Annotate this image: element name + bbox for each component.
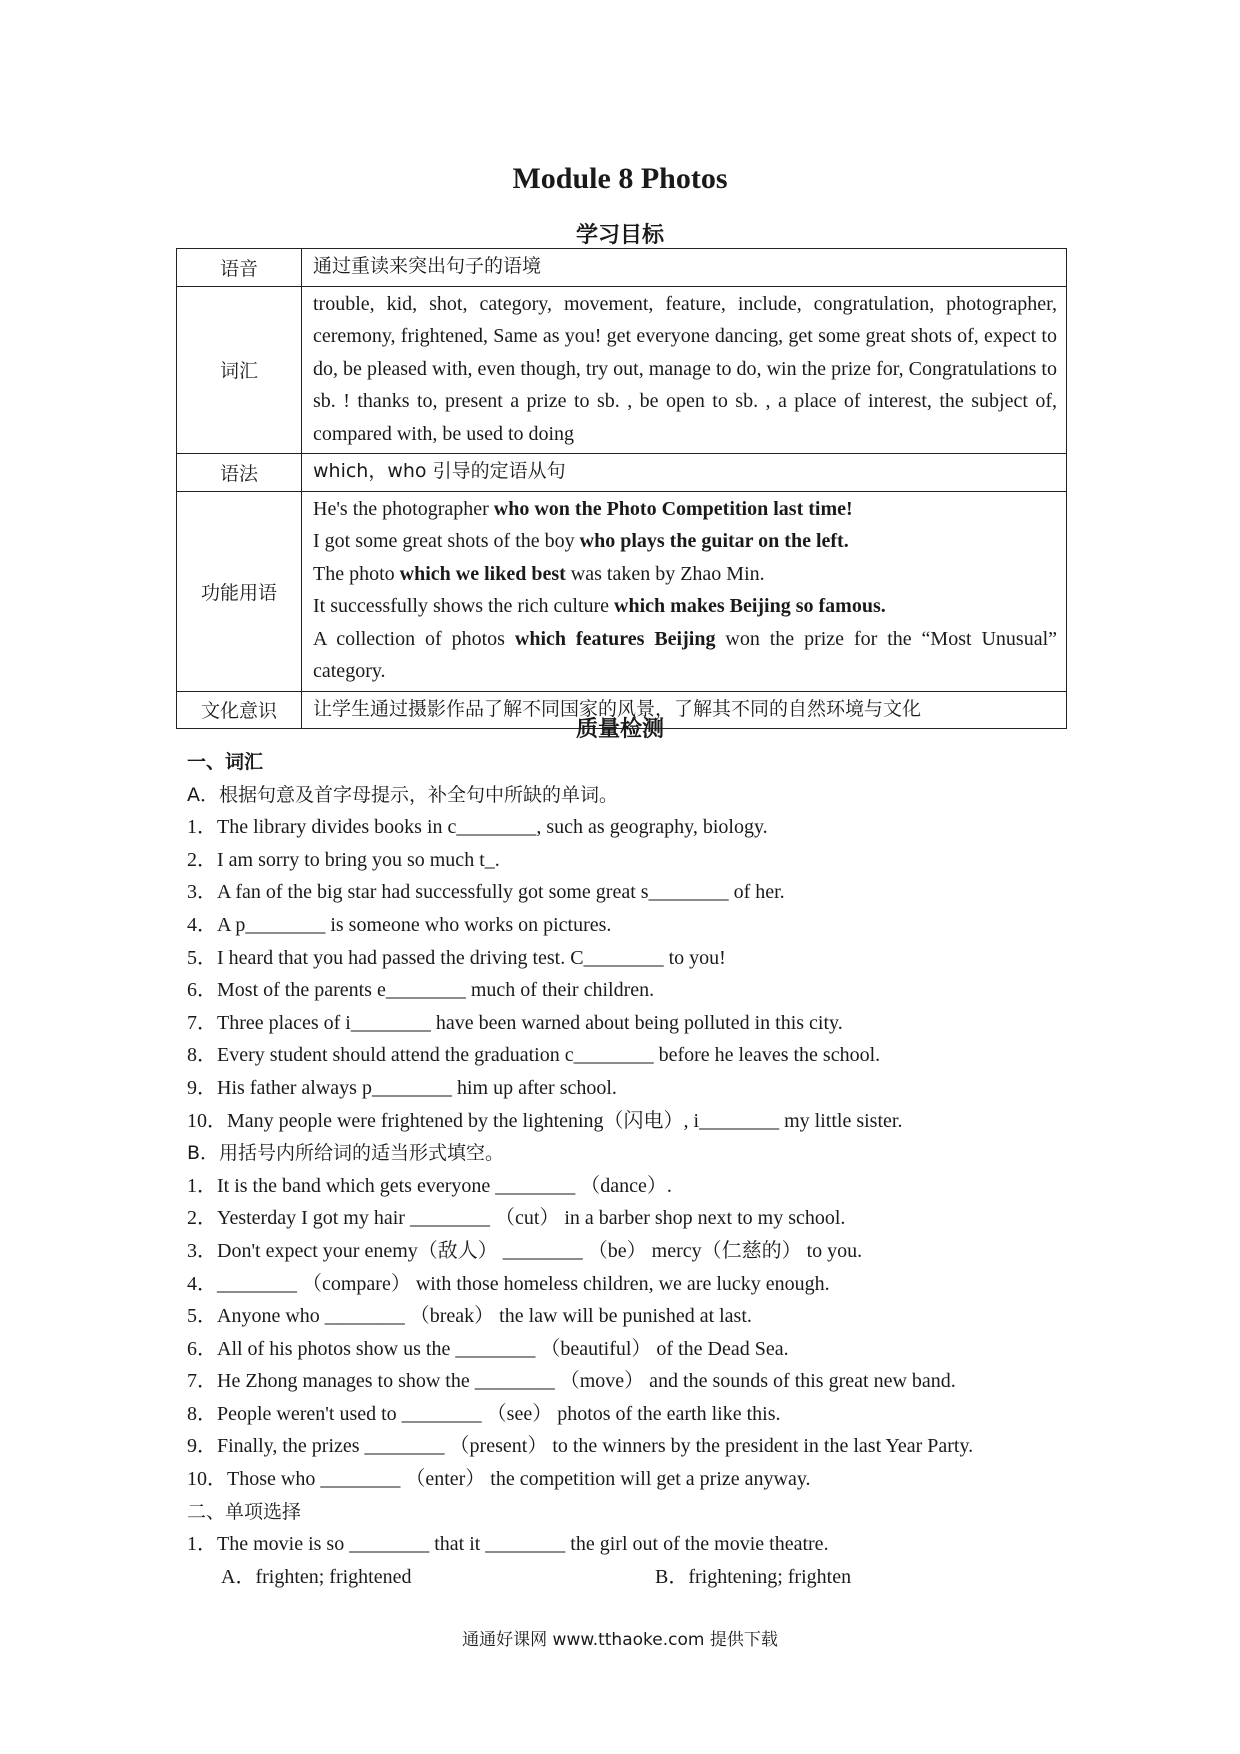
example-sentence: The photo which we liked best was taken by Zhao Min. (313, 562, 765, 585)
quality-heading: 质量检测 (575, 717, 664, 742)
section-title: 二、单项选择 (187, 1500, 302, 1523)
learning-goals-table (176, 248, 1067, 729)
goal-category: 词汇 (177, 286, 302, 454)
table-row (177, 286, 1067, 454)
page-title: Module 8 Photos (512, 162, 728, 195)
table-row (177, 491, 1067, 691)
exercise-item: 7．He Zhong manages to show the ________ （move） and the sounds of this great new band. (187, 1370, 956, 1393)
exercise-item: 8．Every student should attend the graduation c________ before he leaves the school. (187, 1044, 881, 1067)
example-sentence: He's the photographer who won the Photo Competition last time! (313, 497, 853, 520)
exercise-item: 5．Anyone who ________ （break） the law will be punished at last. (187, 1305, 752, 1328)
goal-content (302, 491, 1067, 691)
exercise-item: 6．All of his photos show us the ________ （beautiful） of the Dead Sea. (187, 1337, 789, 1360)
section-title: 一、词汇 (187, 751, 264, 773)
goal-content: 让学生通过摄影作品了解不同国家的风景，了解其不同的自然环境与文化 (302, 691, 1067, 729)
exercise-item: 4．________ （compare） with those homeless children, we are lucky enough. (187, 1272, 830, 1295)
goal-category: 语音 (177, 249, 302, 287)
goal-category: 语法 (177, 454, 302, 492)
exercise-item: 2．I am sorry to bring you so much t_. (187, 848, 500, 871)
goal-content: trouble, kid, shot, category, movement, feature, include, congratulation, photographer, ceremony, frightened, Same as you! get everyone dancing, get some great shots of, expect to do, be pleased with, even though, try out, manage to do, win the prize for, Congratulations to sb. ! thanks to, present a prize to sb. , be open to sb. , a place of interest, the subject of, compared with, be used to doing (302, 286, 1067, 454)
example-sentence: A collection of photos which features Beijing won the prize for the “Most Unusual” category. (313, 627, 1058, 682)
part-instruction: B．用括号内所给词的适当形式填空。 (187, 1142, 505, 1165)
exercise-item: 2．Yesterday I got my hair ________ （cut） in a barber shop next to my school. (187, 1207, 846, 1230)
mc-option: A．frighten; frightened (221, 1565, 412, 1588)
footer-credit: 通通好课网 www.tthaoke.com 提供下载 (462, 1630, 778, 1650)
exercise-item: 10．Many people were frightened by the lightening（闪电）, i________ my little sister. (187, 1109, 903, 1132)
example-sentence: It successfully shows the rich culture which makes Beijing so famous. (313, 595, 886, 617)
exercise-item: 9．His father always p________ him up after school. (187, 1076, 617, 1099)
exercise-item: 6．Most of the parents e________ much of their children. (187, 979, 655, 1002)
exercise-item: 9．Finally, the prizes ________ （present） to the winners by the president in the last Year Party. (187, 1435, 974, 1458)
exercise-item: 8．People weren't used to ________ （see） photos of the earth like this. (187, 1402, 781, 1425)
exercise-item: 3．Don't expect your enemy（敌人） ________ （be） mercy（仁慈的） to you. (187, 1239, 863, 1262)
table-row (177, 249, 1067, 287)
exercise-item: 7．Three places of i________ have been warned about being polluted in this city. (187, 1011, 843, 1034)
exercise-item: 1．The library divides books in c________, such as geography, biology. (187, 816, 768, 839)
exercise-item: 4．A p________ is someone who works on pictures. (187, 913, 612, 936)
goals-heading: 学习目标 (575, 223, 664, 248)
exercise-item: 3．A fan of the big star had successfully got some great s________ of her. (187, 881, 785, 904)
exercise-item: 1．It is the band which gets everyone ________ （dance）. (187, 1174, 672, 1197)
goal-content: 通过重读来突出句子的语境 (302, 249, 1067, 287)
mc-options (187, 1561, 1087, 1594)
table-row (177, 454, 1067, 492)
part-instruction: A．根据句意及首字母提示，补全句中所缺的单词。 (187, 783, 618, 806)
exercise-body (187, 746, 1087, 1593)
exercise-item: 5．I heard that you had passed the driving test. C________ to you! (187, 946, 726, 969)
example-sentence: I got some great shots of the boy who plays the guitar on the left. (313, 530, 849, 552)
goal-category: 功能用语 (177, 491, 302, 691)
exercise-item: 10．Those who ________ （enter） the competition will get a prize anyway. (187, 1468, 811, 1491)
mc-option: B．frightening; frighten (655, 1565, 852, 1588)
goal-content: which，who 引导的定语从句 (302, 454, 1067, 492)
goal-category: 文化意识 (177, 691, 302, 729)
mc-question: 1．The movie is so ________ that it ________ the girl out of the movie theatre. (187, 1533, 829, 1556)
